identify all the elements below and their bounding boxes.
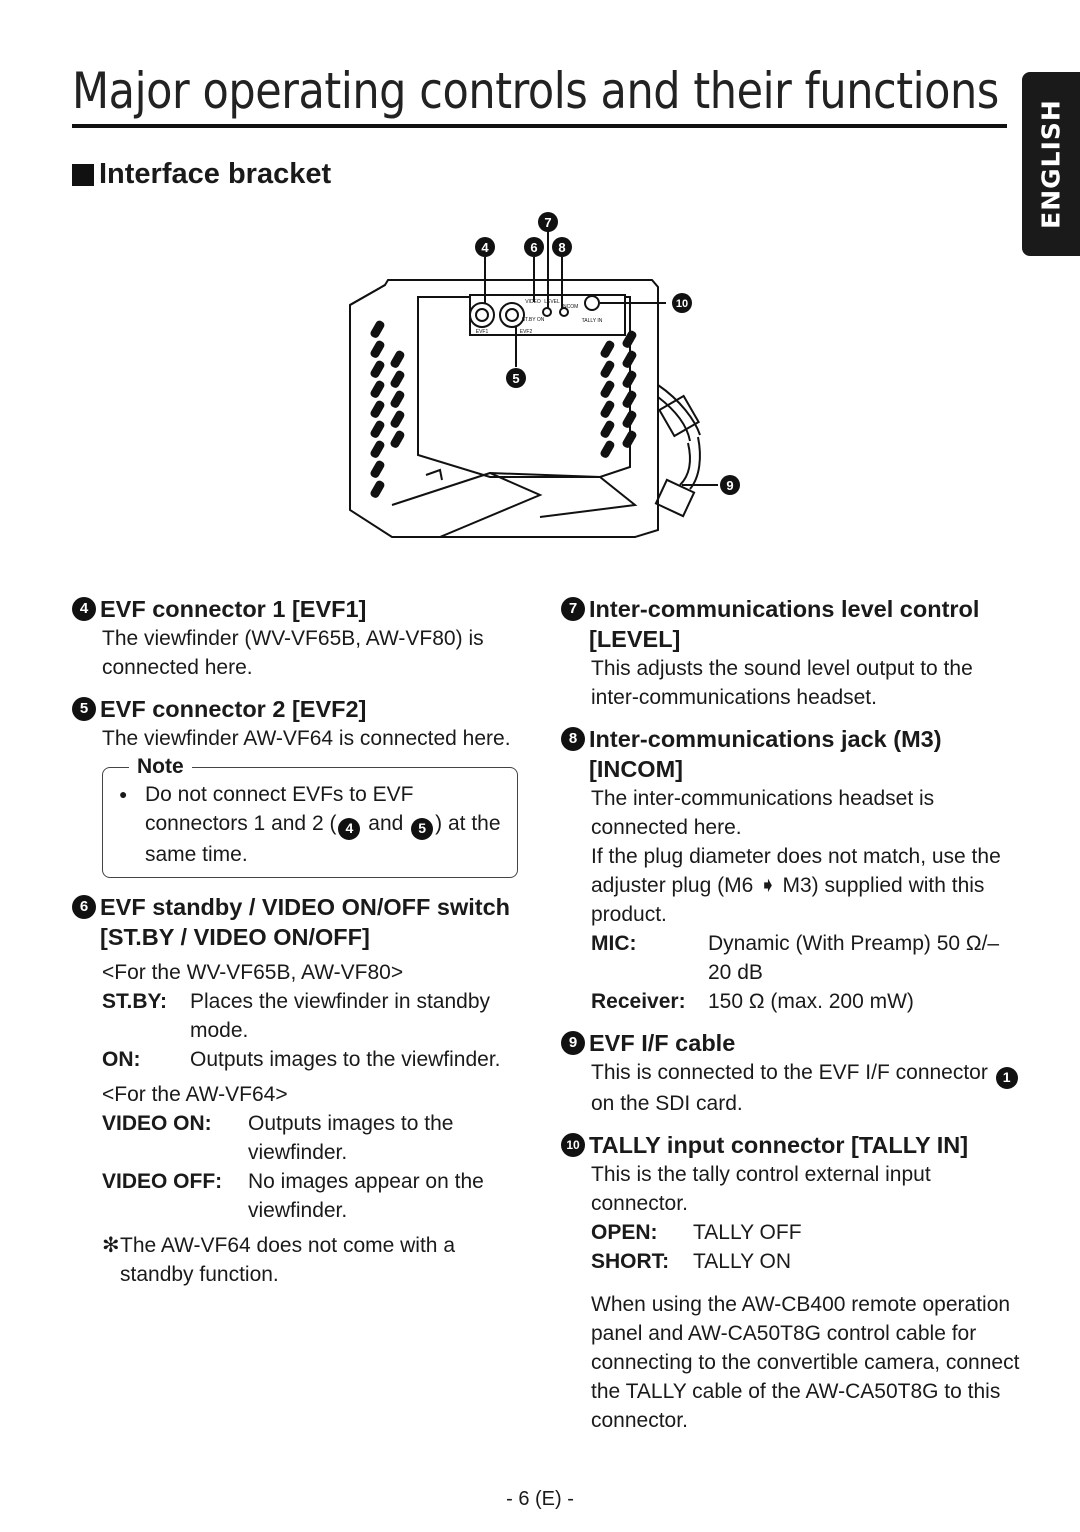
page-number: - 6 (E) - [506, 1488, 574, 1510]
stby-row-value: Outputs images to the viewfinder. [248, 1111, 454, 1164]
item-cable-body-pre: This is connected to the EVF I/F connector [591, 1061, 994, 1084]
item-stby-title-text [100, 892, 510, 952]
item-stby [72, 892, 522, 1289]
item-tally-title [561, 1130, 1021, 1160]
callout-7: 7 [544, 215, 552, 230]
stby-row-value: No images appear on the viewfinder. [248, 1169, 484, 1222]
tally-row-key: OPEN: [591, 1220, 658, 1244]
bullet-icon: ● [119, 786, 128, 802]
num-7-icon: 7 [561, 597, 585, 621]
footnote-mark: ✻ [102, 1233, 120, 1257]
callout-8: 8 [558, 240, 566, 255]
stby-row-key: VIDEO ON: [102, 1111, 212, 1135]
callout-5: 5 [512, 371, 520, 386]
incom-row-value: Dynamic (With Preamp) 50 Ω/–20 dB [708, 932, 1000, 984]
page-title: Major operating controls and their functions [72, 62, 999, 120]
panel-label-tally-in: TALLY IN [581, 318, 603, 324]
tally-row-open [561, 1218, 1021, 1247]
left-column [72, 594, 522, 1301]
stby-sub2: <For the AW-VF64> [102, 1082, 288, 1106]
item-evf2-body: The viewfinder AW-VF64 is connected here. [102, 727, 511, 750]
square-bullet-icon [72, 164, 94, 186]
tally-row-key: SHORT: [591, 1249, 670, 1273]
item-level-body: This adjusts the sound level output to the inter-communications headset. [591, 657, 973, 709]
title-rule [72, 124, 1007, 128]
item-incom-body1: The inter-communications headset is connected here. [591, 787, 935, 839]
num-1-icon: 1 [996, 1067, 1018, 1089]
item-stby-title-line2: [ST.BY / VIDEO ON/OFF] [100, 923, 370, 950]
item-evf2 [72, 694, 522, 753]
stby-row-video-off [72, 1167, 522, 1225]
item-incom-title [561, 724, 1021, 784]
stby-row-key: ST.BY: [102, 989, 167, 1013]
footnote-text: The AW-VF64 does not come with a standby function. [120, 1233, 455, 1286]
item-evf1 [72, 594, 522, 682]
incom-row-key: MIC: [591, 932, 637, 955]
tally-row-short [561, 1247, 1021, 1276]
incom-row-key: Receiver: [591, 990, 686, 1013]
stby-sub1: <For the WV-VF65B, AW-VF80> [102, 960, 404, 984]
item-incom [561, 724, 1021, 1016]
panel-label-evf1: EVF1 [475, 329, 489, 335]
num-8-icon: 8 [561, 727, 585, 751]
item-evf2-title-text: EVF connector 2 [EVF2] [100, 696, 367, 722]
item-cable-title-text: EVF I/F cable [589, 1030, 736, 1056]
item-incom-title-text: Inter-communications jack (M3) [INCOM] [589, 726, 942, 782]
item-evf1-title-text: EVF connector 1 [EVF1] [100, 596, 367, 622]
num-10-icon: 10 [561, 1133, 585, 1157]
section-title: Interface bracket [99, 158, 332, 190]
tally-row-value: TALLY ON [693, 1249, 792, 1273]
item-cable-body [561, 1058, 1021, 1118]
stby-row-key: VIDEO OFF: [102, 1169, 223, 1193]
stby-row-on [72, 1045, 522, 1074]
item-stby-title [72, 892, 522, 952]
item-tally-body: This is the tally control external input connector. [591, 1162, 931, 1215]
item-level-title-text: Inter-communications level control [LEVEL] [589, 596, 980, 652]
num-5-icon: 5 [72, 697, 96, 721]
note-text [145, 780, 501, 869]
num-9-icon: 9 [561, 1031, 585, 1055]
stby-row-key: ON: [102, 1047, 141, 1071]
incom-row-receiver [561, 987, 1021, 1016]
interface-bracket-diagram [330, 205, 750, 555]
stby-row-value: Places the viewfinder in standby mode. [190, 989, 490, 1042]
item-evf1-title [72, 594, 522, 624]
num-4-icon: 4 [338, 818, 360, 840]
item-tally-title-text: TALLY input connector [TALLY IN] [589, 1131, 969, 1158]
item-stby-title-line1: EVF standby / VIDEO ON/OFF switch [100, 893, 510, 920]
callout-4: 4 [481, 240, 489, 255]
panel-label-level: LEVEL [544, 299, 560, 305]
item-incom-body2: If the plug diameter does not match, use the adjuster plug (M6 ➧ M3) supplied with this product. [591, 845, 1001, 926]
stby-row-video-on [72, 1109, 522, 1167]
incom-row-value: 150 Ω (max. 200 mW) [708, 990, 914, 1013]
panel-label-evf2: EVF2 [519, 329, 533, 335]
callout-9: 9 [726, 478, 734, 493]
callout-10: 10 [675, 298, 689, 310]
num-5-icon: 5 [411, 818, 433, 840]
note-box [102, 755, 518, 878]
language-tab-label: ENGLISH [1036, 99, 1066, 229]
item-level-title [561, 594, 1021, 654]
item-cable [561, 1028, 1021, 1118]
stby-row-value: Outputs images to the viewfinder. [190, 1047, 501, 1071]
stby-footnote [72, 1231, 522, 1289]
num-6-icon: 6 [72, 895, 96, 919]
stby-row-stby [72, 987, 522, 1045]
right-column [561, 594, 1021, 1447]
note-text-tail: ) at the same time. [145, 812, 501, 866]
item-cable-title [561, 1028, 1021, 1058]
note-text-and: and [362, 812, 410, 835]
incom-row-mic [561, 929, 1021, 987]
callout-6: 6 [530, 240, 538, 255]
panel-label-stby-on: ST.BY ON [521, 317, 545, 323]
item-evf2-title [72, 694, 522, 724]
item-evf1-body: The viewfinder (WV-VF65B, AW-VF80) is connected here. [102, 627, 484, 679]
tally-row-value: TALLY OFF [693, 1220, 802, 1244]
panel-label-incom: INCOM [561, 304, 579, 310]
note-label: Note [129, 754, 192, 780]
note-text-part1: Do not connect EVFs to EVF connectors 1 and 2 ( [145, 783, 414, 835]
item-tally [561, 1130, 1021, 1435]
item-cable-body-post: on the SDI card. [591, 1091, 743, 1115]
panel-label-video: VIDEO [525, 299, 541, 305]
num-4-icon: 4 [72, 597, 96, 621]
item-level [561, 594, 1021, 712]
note-item [115, 780, 501, 869]
language-tab [1022, 72, 1080, 256]
item-tally-body2: When using the AW-CB400 remote operation panel and AW-CA50T8G control cable for connecting to the convertible camera, connect the TALLY cable of the AW-CA50T8G to this connector. [591, 1292, 1020, 1432]
section-heading [72, 158, 331, 191]
